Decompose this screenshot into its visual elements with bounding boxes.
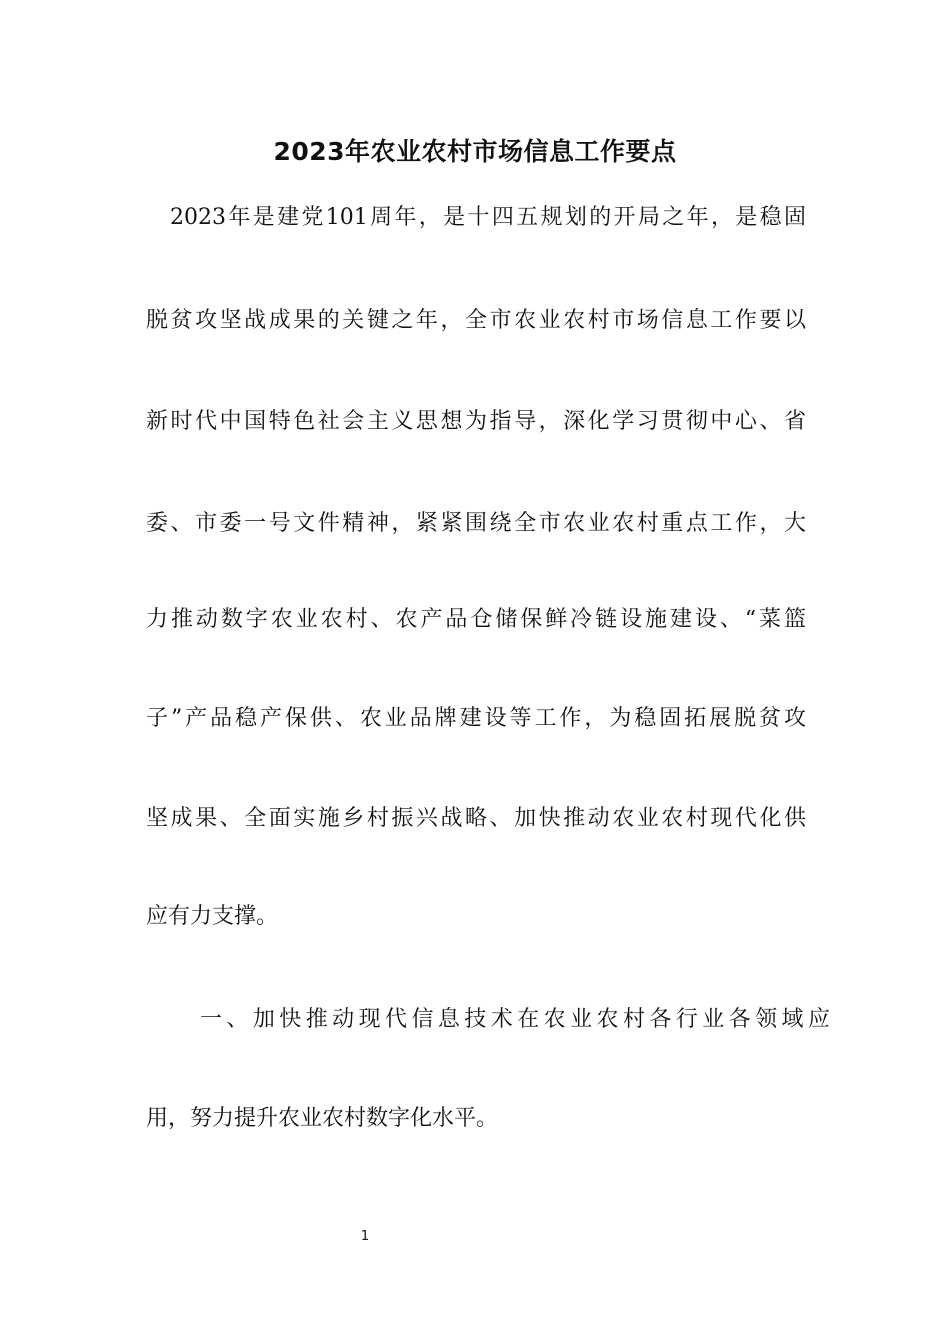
paragraph-line: 脱贫攻坚战成果的关键之年，全市农业农村市场信息工作要以	[146, 308, 806, 333]
paragraph-line: 新时代中国特色社会主义思想为指导，深化学习贯彻中心、省	[146, 409, 806, 434]
paragraph-line: 子”产品稳产保供、农业品牌建设等工作，为稳固拓展脱贫攻	[146, 706, 806, 731]
paragraph-line: 力推动数字农业农村、农产品仓储保鲜冷链设施建设、“菜篮	[146, 607, 806, 632]
paragraph-line: 委、市委一号文件精神，紧紧围绕全市农业农村重点工作，大	[146, 511, 806, 536]
paragraph-line: 坚成果、全面实施乡村振兴战略、加快推动农业农村现代化供	[146, 806, 806, 831]
heading-line: 一、加快推动现代信息技术在农业农村各行业各领域应	[200, 1007, 830, 1032]
paragraph-line: 应有力支撑。	[146, 904, 279, 929]
heading-line: 用，努力提升农业农村数字化水平。	[146, 1106, 499, 1131]
paragraph-line: 2023年是建党101周年，是十四五规划的开局之年，是稳固	[170, 205, 806, 230]
page-number: 1	[360, 1229, 370, 1244]
document-title: 2023年农业农村市场信息工作要点	[273, 137, 677, 166]
